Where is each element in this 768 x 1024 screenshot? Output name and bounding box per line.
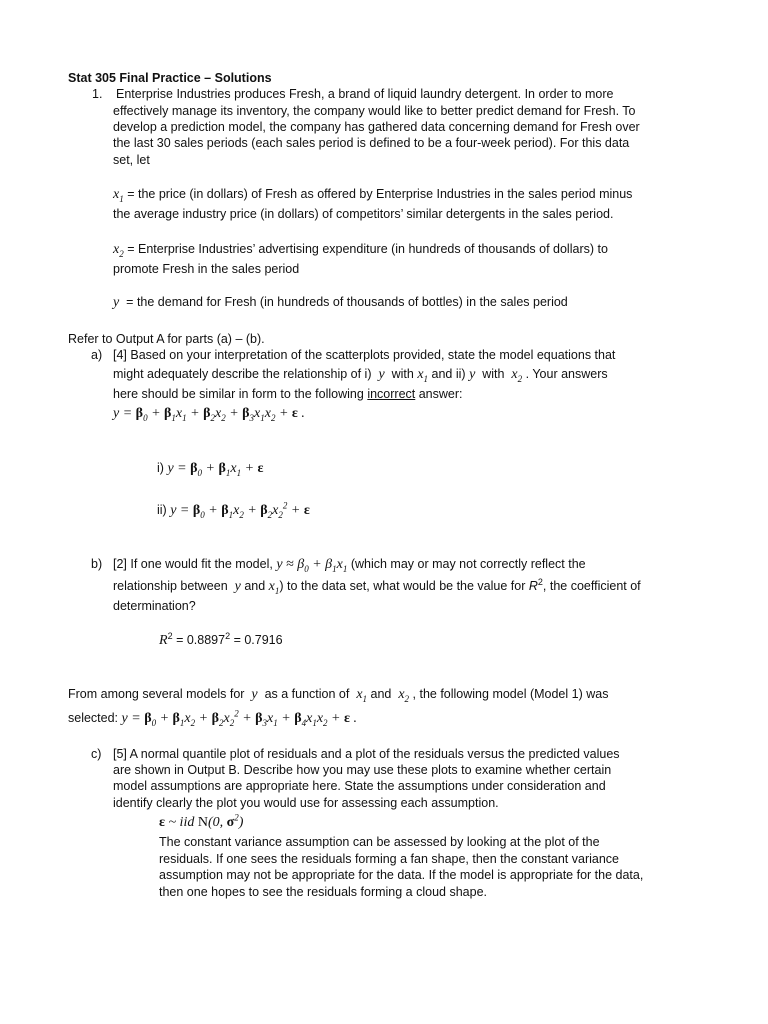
part-b-line: [2] If one would fit the model, $y \approx \beta_0 + \beta_1x_1$ (which may or may not correctly reflect the <box>113 557 586 574</box>
part-a-line: might adequately describe the relationship of i) y with $x_1$ and ii) y with $x_2$ . Your answers <box>113 367 608 384</box>
q1-text-line: effectively manage its inventory, the company would like to better predict demand for Fresh. To <box>113 104 636 118</box>
part-a-line: [4] Based on your interpretation of the scatterplots provided, state the model equations that <box>113 348 616 362</box>
part-c-line: [5] A normal quantile plot of residuals and a plot of the residuals versus the predicted values <box>113 747 620 761</box>
error-assumption-formula: ε ~ iid N(0, $\sigma^2$) <box>159 812 244 830</box>
part-c-line: are shown in Output B. Describe how you may use these plots to examine whether certain <box>113 763 612 777</box>
part-a-label: a) <box>91 348 103 362</box>
part-c-answer-line: assumption may not be appropriate for the data. If the model is appropriate for the data, <box>159 868 644 882</box>
r-squared-calc: $R^2 = 0.8897^2 = 0.7916$ <box>159 630 283 648</box>
definition-x1-cont: the average industry price (in dollars) of competitors’ similar detergents in the sales period. <box>113 207 614 221</box>
model-1-equation: selected: $y = \beta_0 + \beta_1x_2 + \beta_2x_2^2 + \beta_3x_1 + \beta_4x_1x_2 + \varepsilon$ . <box>68 708 357 728</box>
part-c-line: model assumptions are appropriate here. State the assumptions under consideration and <box>113 779 606 793</box>
part-b-line: relationship between y and $x_1$) to the data set, what would be the value for $R^2$, the coefficient of <box>113 576 641 596</box>
part-c-line: identify clearly the plot you would use for assessing each assumption. <box>113 796 499 810</box>
definition-x2: $x_2$ = Enterprise Industries’ advertising expenditure (in hundreds of thousands of dollars) to <box>113 242 608 259</box>
part-c-answer-line: then one hopes to see the residuals forming a cloud shape. <box>159 885 487 899</box>
question-number: 1. <box>92 87 103 101</box>
model-selection-line: From among several models for y as a function of $x_1$ and $x_2$ , the following model (Model 1) was <box>68 687 609 704</box>
q1-text-line: Enterprise Industries produces Fresh, a brand of liquid laundry detergent. In order to more <box>116 87 614 101</box>
part-a-line: here should be similar in form to the following incorrect answer: <box>113 387 463 401</box>
definition-y: y = the demand for Fresh (in hundreds of thousands of bottles) in the sales period <box>113 295 568 310</box>
part-c-label: c) <box>91 747 102 761</box>
answer-ii: ii) $y = \beta_0 + \beta_1x_2 + \beta_2x_2^2 + \varepsilon$ <box>157 500 310 520</box>
incorrect-model-equation: $y = \beta_0 + \beta_1x_1 + \beta_2x_2 + \beta_3x_1x_2 + \varepsilon$ . <box>113 406 305 423</box>
definition-x2-cont: promote Fresh in the sales period <box>113 262 300 276</box>
part-c-answer-line: residuals. If one sees the residuals forming a fan shape, then the constant variance <box>159 852 619 866</box>
part-b-line: determination? <box>113 599 196 613</box>
refer-output-a: Refer to Output A for parts (a) – (b). <box>68 332 265 346</box>
part-b-label: b) <box>91 557 103 571</box>
q1-text-line: the last 30 sales periods (each sales period is defined to be a four-week period). For this data <box>113 136 630 150</box>
part-c-answer-line: The constant variance assumption can be assessed by looking at the plot of the <box>159 835 600 849</box>
page-title: Stat 305 Final Practice – Solutions <box>68 71 272 85</box>
definition-x1: $x_1$ = the price (in dollars) of Fresh as offered by Enterprise Industries in the sales period minus <box>113 187 633 204</box>
answer-i: i) $y = \beta_0 + \beta_1x_1 + \varepsilon$ <box>157 461 264 478</box>
q1-text-line: develop a prediction model, the company has gathered data concerning demand for Fresh over <box>113 120 640 134</box>
q1-text-line: set, let <box>113 153 150 167</box>
